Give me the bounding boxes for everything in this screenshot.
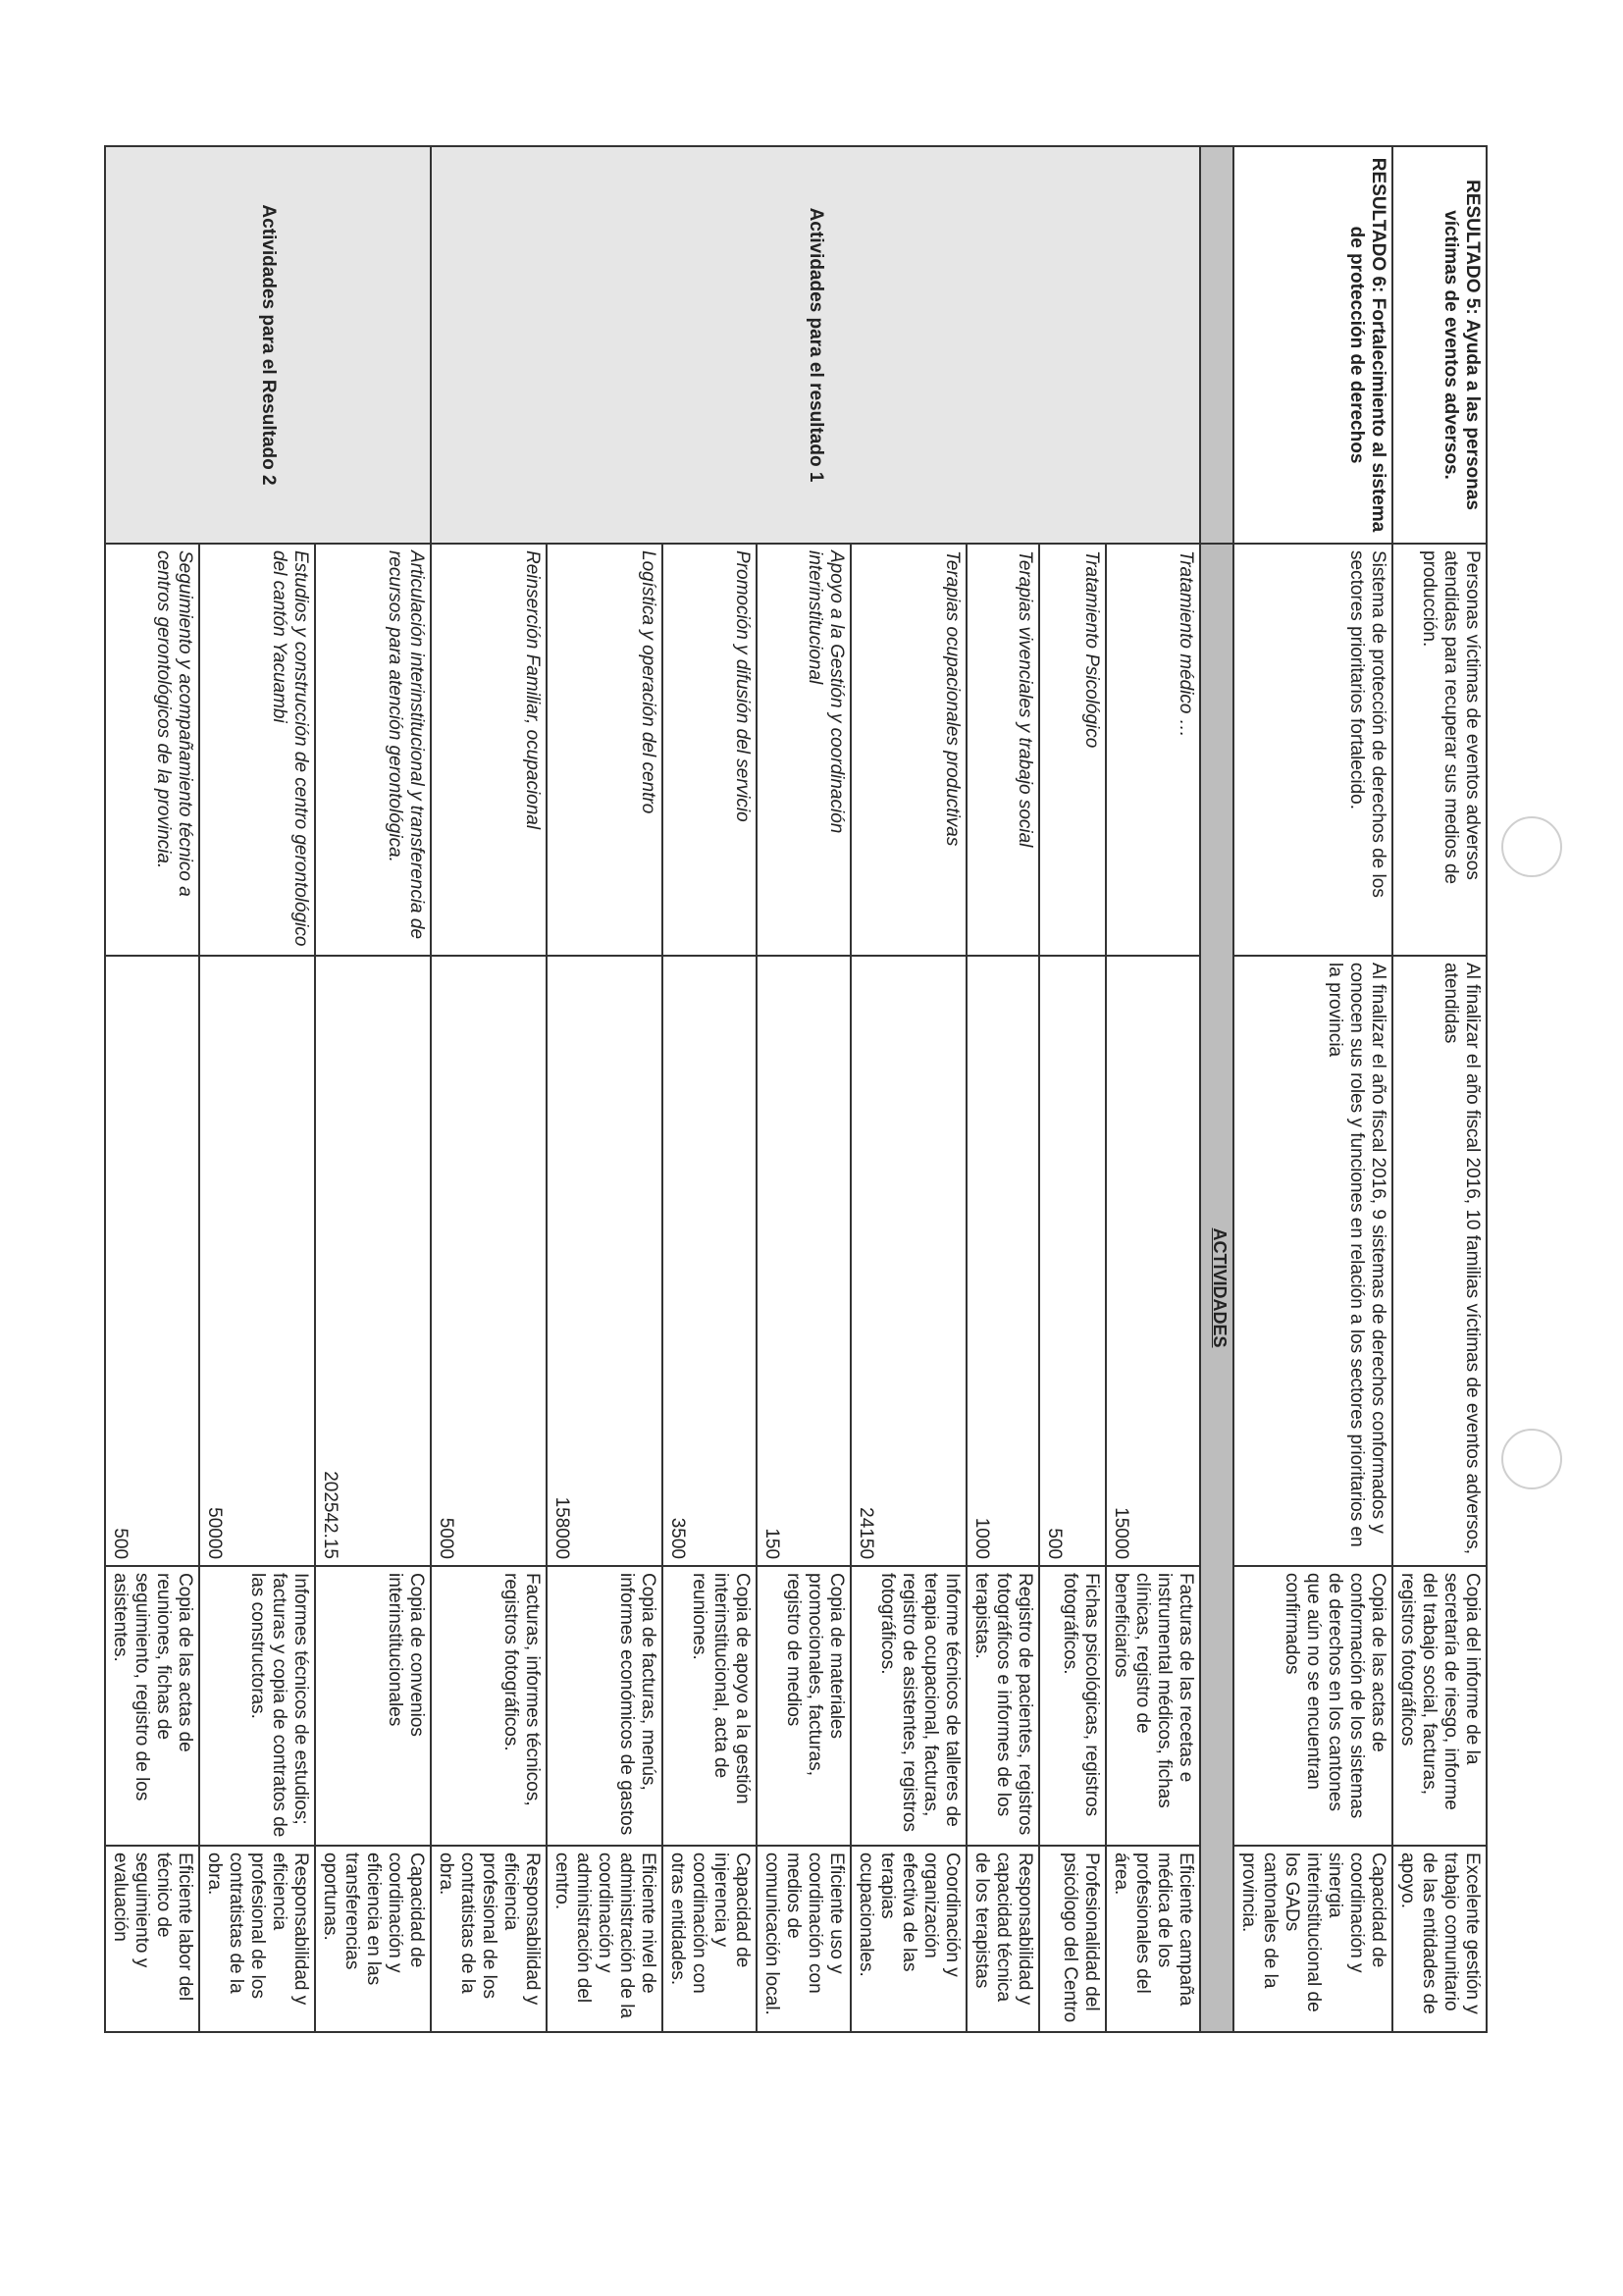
result-verification: Copia de las actas de conformación de los sistemas de derechos en los cantones que aún no se encuentran confirmados <box>1233 1566 1392 1846</box>
result-label: RESULTADO 6: Fortalecimiento al sistema de protección de derechos <box>1233 146 1392 544</box>
activity-indicator-empty <box>1106 956 1200 1387</box>
activity-assumption: Capacidad de injerencia y coordinación con otras entidades. <box>662 1846 757 2032</box>
activity-indicator-empty <box>315 956 431 1387</box>
activity-verification: Copia de facturas, menús, informes económicos de gastos <box>547 1566 662 1846</box>
result-verification: Copia del informe de la secretaría de riesgo, informe del trabajo social, facturas, registros fotográficos <box>1392 1566 1487 1846</box>
activity-verification: Copia de materiales promocionales, facturas, registro de medios <box>757 1566 851 1846</box>
activity-name: Terapias ocupacionales productivas <box>851 544 967 956</box>
activity-assumption: Profesionalidad del psicólogo del Centro <box>1039 1846 1106 2032</box>
activity-indicator-empty <box>1039 956 1106 1387</box>
activity-assumption: Coordinación y organización efectiva de las terapias ocupacionales. <box>851 1846 967 2032</box>
result-description: Sistema de protección de derechos de los sectores prioritarios fortalecido. <box>1233 544 1392 956</box>
activity-verification: Registro de pacientes, registros fotográficos e informes de los terapistas. <box>967 1566 1039 1846</box>
activity-assumption: Responsabilidad y capacidad técnica de los terapistas <box>967 1846 1039 2032</box>
activity-name: Promoción y difusión del servicio <box>662 544 757 956</box>
activities-header: ACTIVIDADES <box>1200 544 1233 2032</box>
activity-name: Estudios y construcción de centro gerontológico del cantón Yacuambi <box>199 544 315 956</box>
logframe-table <box>104 145 1488 2033</box>
activity-verification: Facturas, informes técnicos, registros fotográficos. <box>431 1566 547 1846</box>
activity-amount: 24150 <box>851 1387 967 1566</box>
activity-assumption: Eficiente labor del técnico de seguimiento y evaluación <box>105 1846 199 2032</box>
activity-assumption: Eficiente campaña médica de los profesionales del área. <box>1106 1846 1200 2032</box>
activity-amount: 158000 <box>547 1387 662 1566</box>
activity-verification: Copia de las actas de reuniones, fichas de seguimiento, registro de los asistentes. <box>105 1566 199 1846</box>
activity-indicator-empty <box>662 956 757 1387</box>
activity-verification: Informes técnicos de estudios; facturas y copia de contratos de las constructoras. <box>199 1566 315 1846</box>
activity-amount: 500 <box>105 1387 199 1566</box>
activity-amount: 5000 <box>431 1387 547 1566</box>
result-row <box>1233 146 1392 2032</box>
result-indicator: Al finalizar el año fiscal 2016, 10 familias víctimas de eventos adversos, atendidas <box>1392 956 1487 1566</box>
activity-name: Terapias vivenciales y trabajo social <box>967 544 1039 956</box>
activity-indicator-empty <box>199 956 315 1387</box>
activity-verification: Fichas psicológicas, registros fotográficos. <box>1039 1566 1106 1846</box>
activity-name: Articulación interinstitucional y transferencia de recursos para atención gerontológica. <box>315 544 431 956</box>
activity-indicator-empty <box>105 956 199 1387</box>
activity-indicator-empty <box>851 956 967 1387</box>
activity-assumption: Eficiente nivel de administración de la coordinación y administración del centro. <box>547 1846 662 2032</box>
result-assumption: Capacidad de coordinación y sinergia interinstitucional de los GADs cantonales de la provincia. <box>1233 1846 1392 2032</box>
activity-name: Apoyo a la Gestión y coordinación interinstitucional <box>757 544 851 956</box>
activity-indicator-empty <box>757 956 851 1387</box>
activity-name: Seguimiento y acompañamiento técnico a centros gerontológicos de la provincia. <box>105 544 199 956</box>
result-description: Personas víctimas de eventos adversos atendidas para recuperar sus medios de producción. <box>1392 544 1487 956</box>
activity-amount: 50000 <box>199 1387 315 1566</box>
result-row <box>1392 146 1487 2032</box>
activity-amount: 1000 <box>967 1387 1039 1566</box>
activity-amount: 15000 <box>1106 1387 1200 1566</box>
activity-assumption: Eficiente uso y coordinación con medios de comunicación local. <box>757 1846 851 2032</box>
activity-amount: 150 <box>757 1387 851 1566</box>
result-label: RESULTADO 5: Ayuda a las personas víctimas de eventos adversos. <box>1392 146 1487 544</box>
activity-amount: 202542.15 <box>315 1387 431 1566</box>
activity-verification: Informe técnicos de talleres de terapia ocupacional, facturas, registro de asistentes, registros fotográficos. <box>851 1566 967 1846</box>
activity-verification: Copia de convenios interinstitucionales <box>315 1566 431 1846</box>
header-blank <box>1200 146 1233 544</box>
activity-name: Reinserción Familiar, ocupacional <box>431 544 547 956</box>
activity-assumption: Responsabilidad y eficiencia profesional de los contratistas de la obra. <box>199 1846 315 2032</box>
result-assumption: Excelente gestión y trabajo comunitario de las entidades de apoyo. <box>1392 1846 1487 2032</box>
activity-name: Tratamiento médico … <box>1106 544 1200 956</box>
activities-body <box>105 146 1200 2032</box>
activity-indicator-empty <box>431 956 547 1387</box>
activity-amount: 3500 <box>662 1387 757 1566</box>
activity-row <box>1106 146 1200 2032</box>
activity-group-label: Actividades para el resultado 1 <box>431 146 1200 544</box>
activity-amount: 500 <box>1039 1387 1106 1566</box>
activity-verification: Copia de apoyo a la gestión interinstitucional, acta de reuniones. <box>662 1566 757 1846</box>
activity-assumption: Responsabilidad y eficiencia profesional de los contratistas de la obra. <box>431 1846 547 2032</box>
result-indicator: Al finalizar el año fiscal 2016, 9 sistemas de derechos conformados y conocen sus roles y funciones en relación a los sectores prioritarios en la provincia <box>1233 956 1392 1566</box>
activity-assumption: Capacidad de coordinación y eficiencia en las transferencias oportunas. <box>315 1846 431 2032</box>
activity-indicator-empty <box>967 956 1039 1387</box>
activity-row <box>315 146 431 2032</box>
activity-indicator-empty <box>547 956 662 1387</box>
activity-group-label: Actividades para el Resultado 2 <box>105 146 431 544</box>
activity-name: Tratamiento Psicológico <box>1039 544 1106 956</box>
activity-verification: Facturas de las recetas e instrumental médicos, fichas clínicas, registro de beneficiarios <box>1106 1566 1200 1846</box>
activities-header-row <box>1200 146 1233 2032</box>
activity-name: Logística y operación del centro <box>547 544 662 956</box>
